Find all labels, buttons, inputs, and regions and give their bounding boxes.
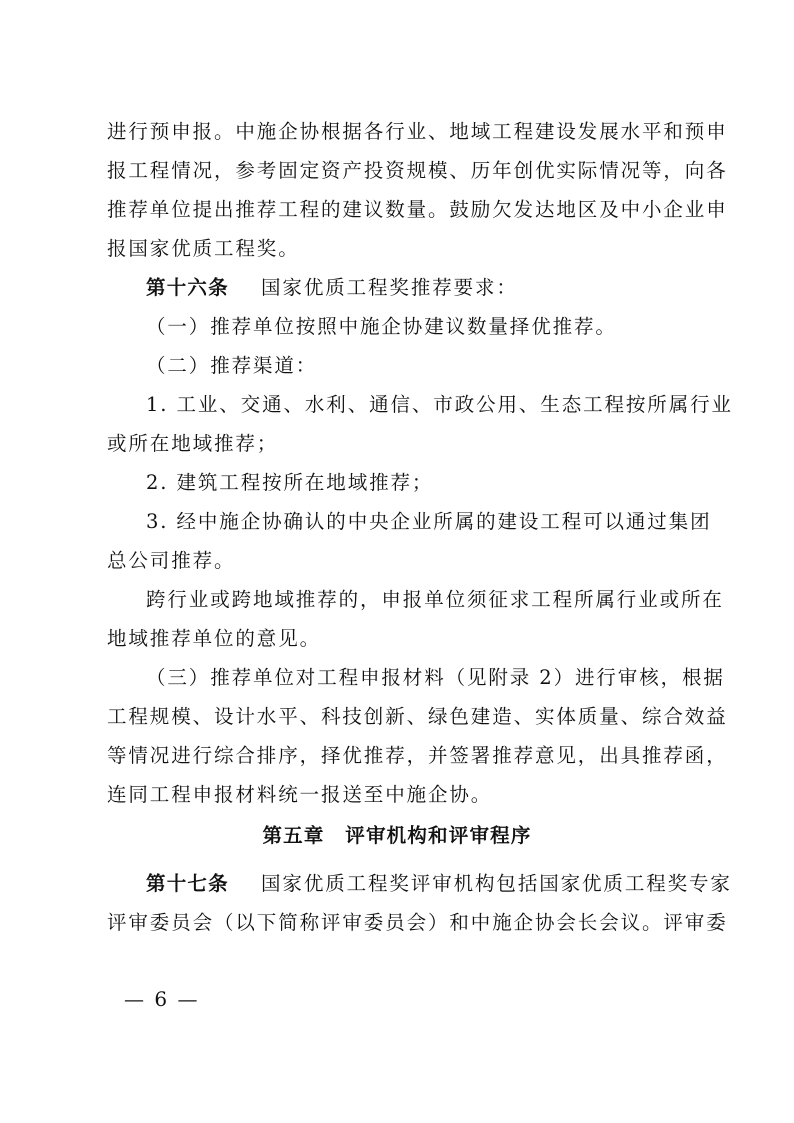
paragraph-line: 报工程情况，参考固定资产投资规模、历年创优实际情况等，向各: [107, 159, 728, 182]
channel-3-line: 3. 经中施企协确认的中央企业所属的建设工程可以通过集团: [146, 510, 712, 533]
article-17-label: 第十七条: [146, 872, 229, 895]
article-16: [146, 277, 696, 299]
paragraph-line: 推荐单位提出推荐工程的建议数量。鼓励欠发达地区及中小企业申: [107, 198, 728, 221]
page-number: — 6 —: [124, 987, 200, 1011]
cross-recommend-line: 地域推荐单位的意见。: [107, 627, 322, 650]
paragraph-line: 进行预申报。中施企协根据各行业、地域工程建设发展水平和预申: [107, 120, 728, 143]
article-16-label: 第十六条: [146, 276, 229, 299]
article-17-text: 国家优质工程奖评审机构包括国家优质工程奖专家: [261, 872, 732, 895]
article-17: [146, 872, 732, 895]
article-17-line: 评审委员会（以下简称评审委员会）和中施企协会长会议。评审委: [107, 911, 728, 934]
paragraph-line: 报国家优质工程奖。: [107, 237, 300, 260]
item-1: （一）推荐单位按照中施企协建议数量择优推荐。: [146, 315, 617, 338]
channel-2: 2. 建筑工程按所在地域推荐；: [146, 471, 434, 494]
channel-1-line: 1. 工业、交通、水利、通信、市政公用、生态工程按所属行业: [146, 393, 733, 416]
item-3-line: 等情况进行综合排序，择优推荐，并签署推荐意见，出具推荐函，: [107, 744, 728, 767]
item-2: （二）推荐渠道：: [146, 354, 318, 377]
channel-3-line: 总公司推荐。: [107, 549, 236, 572]
item-3-line: 连同工程申报材料统一报送至中施企协。: [107, 783, 493, 806]
cross-recommend-line: 跨行业或跨地域推荐的，申报单位须征求工程所属行业或所在: [146, 588, 724, 611]
article-16-text: 国家优质工程奖推荐要求：: [261, 276, 518, 299]
item-3-line: （三）推荐单位对工程申报材料（见附录 2）进行审核，根据: [146, 666, 725, 689]
chapter-5-heading: 第五章 评审机构和评审程序: [262, 824, 532, 847]
item-3-line: 工程规模、设计水平、科技创新、绿色建造、实体质量、综合效益: [107, 705, 728, 728]
channel-1-line: 或所在地域推荐；: [107, 432, 279, 455]
